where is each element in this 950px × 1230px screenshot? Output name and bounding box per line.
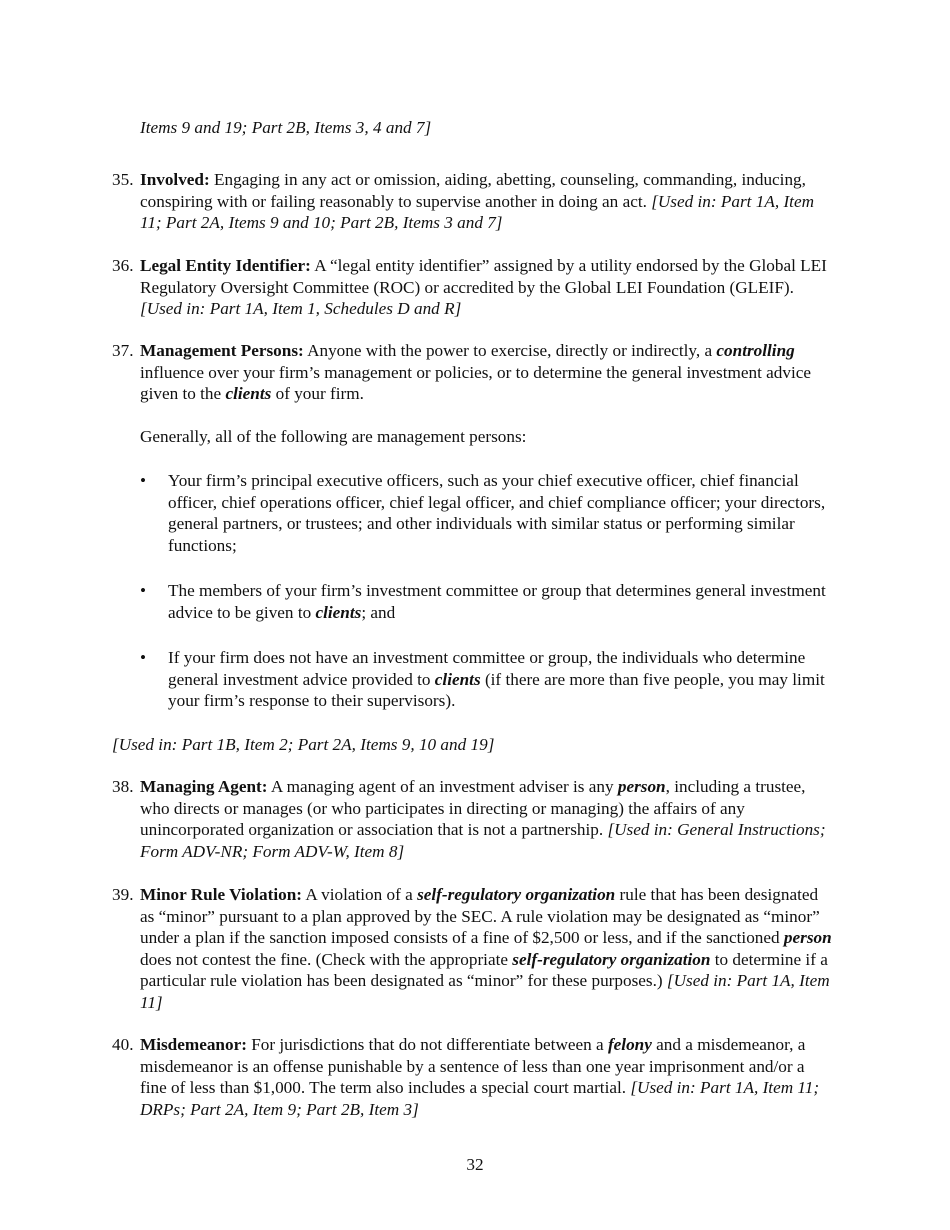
definition-text: , including a trustee, who directs or manages (or who participates in directing or managing) the affairs of any unincorporated organization or association that is not a partnership. — [140, 777, 806, 839]
definition-text: A managing agent of an investment adviser is any — [267, 777, 618, 796]
defined-term-person: person — [617, 777, 666, 796]
definition-text: Engaging in any act or omission, aiding, abetting, counseling, commanding, inducing, conspiring with or failing reasonably to supervise another in doing an act. — [140, 170, 806, 211]
bullet-text — [168, 647, 830, 712]
definition-item-38 — [112, 776, 832, 862]
definition-term: Involved: — [140, 170, 210, 189]
definition-text: For jurisdictions that do not differentiate between a — [246, 1035, 608, 1054]
definition-text: A “legal entity identifier” assigned by a utility endorsed by the Global LEI Regulatory Oversight Committee (ROC) or accredited by the Global LEI Foundation (GLEIF). — [140, 256, 827, 297]
used-in-reference: [Used in: Part 1A, Item 11] — [140, 971, 830, 1012]
definition-body — [140, 169, 832, 234]
definition-term: Minor Rule Violation: — [140, 885, 303, 904]
bullet-item — [140, 470, 830, 556]
bullet-text-part: If your firm does not have an investment committee or group, the individuals who determine general investment advice provided to — [168, 648, 806, 689]
bullet-text: Your firm’s principal executive officers, such as your chief executive officer, chief financial officer, chief operations officer, chief legal officer, and chief compliance officer; your directors, general partners, or trustees; and other individuals with similar status or performing similar functions; — [168, 471, 826, 555]
defined-term-controlling: controlling — [716, 341, 795, 360]
item-number: 36. — [112, 256, 134, 275]
definition-item-39 — [112, 884, 832, 1013]
definition-text: of your firm. — [271, 384, 364, 403]
definition-text: Anyone with the power to exercise, directly or indirectly, a — [303, 341, 717, 360]
definition-item-35 — [112, 169, 832, 234]
definition-item-36 — [112, 255, 832, 320]
page-number: 32 — [466, 1155, 484, 1174]
definition-text: influence over your firm’s management or policies, or to determine the general investment advice given to the — [140, 362, 812, 403]
bullet-icon: • — [140, 648, 147, 667]
used-in-reference: [Used in: Part 1A, Item 1, Schedules D and R] — [140, 299, 462, 318]
definition-term: Legal Entity Identifier: — [140, 256, 311, 275]
item-number: 38. — [112, 777, 134, 796]
definition-body — [140, 1034, 832, 1120]
definition-text: rule that has been designated as “minor” pursuant to a plan approved by the SEC. A rule violation may be designated as “minor” under a plan if the sanction imposed consists of a fine of $2,500 or less, and if the sanctioned — [140, 885, 820, 947]
defined-term-clients: clients — [225, 384, 272, 403]
defined-term-sro: self-regulatory organization — [512, 949, 711, 969]
definition-text: and a misdemeanor, a misdemeanor is an offense punishable by a sentence of less than one year imprisonment and/or a fine of less than $1,000. The term also includes a special court martial. — [140, 1035, 806, 1097]
defined-term-person: person — [783, 928, 832, 947]
item-number: 40. — [112, 1035, 134, 1054]
used-in-reference: [Used in: Part 1A, Item 11; DRPs; Part 2A, Item 9; Part 2B, Item 3] — [140, 1078, 820, 1119]
defined-term-sro: self-regulatory organization — [417, 885, 616, 904]
item-number: 39. — [112, 885, 134, 904]
definition-body — [140, 255, 832, 320]
bullet-item — [140, 580, 830, 623]
bullet-icon: • — [140, 581, 147, 600]
bullet-icon: • — [140, 471, 147, 490]
definition-term: Managing Agent: — [140, 777, 268, 796]
definition-body — [140, 884, 832, 1013]
defined-term-clients: clients — [315, 602, 362, 622]
used-in-reference: [Used in: Part 1B, Item 2; Part 2A, Items 9, 10 and 19] — [112, 735, 495, 754]
item-number: 37. — [112, 341, 134, 360]
definition-body — [140, 340, 832, 405]
definition-term: Management Persons: — [140, 341, 304, 360]
definition-text: to determine if a particular rule violation has been designated as “minor” for these purposes.) — [140, 949, 828, 990]
used-in-reference: [Used in: General Instructions; Form ADV-NR; Form ADV-W, Item 8] — [140, 820, 826, 861]
defined-term-clients: clients — [434, 669, 481, 689]
definition-item-37 — [112, 340, 832, 405]
definition-body — [140, 776, 832, 862]
definition-text: A violation of a — [302, 885, 418, 904]
definition-term: Misdemeanor: — [140, 1035, 247, 1054]
bullet-text — [168, 580, 830, 623]
definition-item-40 — [112, 1034, 832, 1120]
defined-term-felony: felony — [607, 1035, 652, 1054]
bullet-text-part: The members of your firm’s investment committee or group that determines general investment advice to be given to — [168, 581, 826, 622]
bullet-item — [140, 647, 830, 712]
definition-text: does not contest the fine. (Check with the appropriate — [140, 949, 513, 969]
item-number: 35. — [112, 170, 134, 189]
bullet-text-part: (if there are more than five people, you may limit your firm’s response to their supervisors). — [168, 669, 825, 710]
used-in-reference: [Used in: Part 1A, Item 11; Part 2A, Items 9 and 10; Part 2B, Items 3 and 7] — [140, 191, 814, 232]
continuation-reference: Items 9 and 19; Part 2B, Items 3, 4 and 7] — [140, 118, 432, 137]
management-persons-intro: Generally, all of the following are management persons: — [140, 427, 527, 446]
bullet-text-part: ; and — [361, 602, 396, 622]
